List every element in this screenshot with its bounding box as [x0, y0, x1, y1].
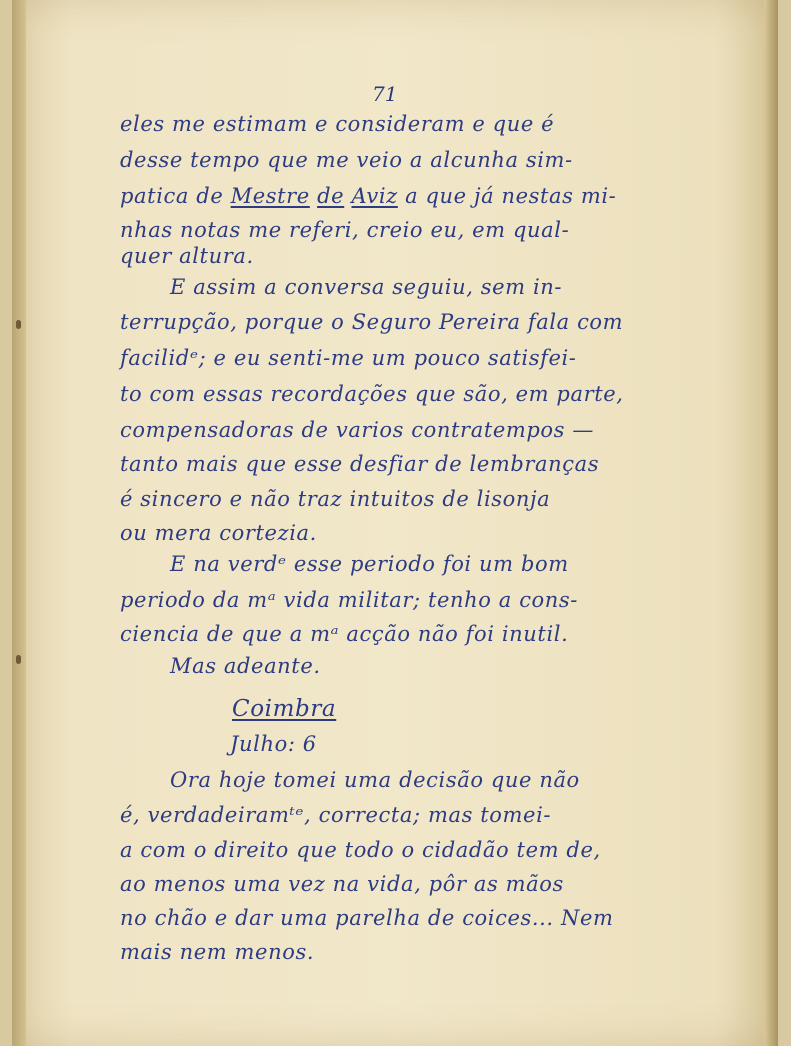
page-number: 71 [372, 82, 398, 106]
text-line: Ora hoje tomei uma decisão que não [170, 768, 580, 792]
text-line: eles me estimam e consideram e que é [120, 112, 555, 136]
page-right-edge [764, 0, 778, 1046]
text-line: ao menos uma vez na vida, pôr as mãos [120, 872, 564, 896]
binding-hole [16, 320, 21, 329]
underlined-word: Aviz [351, 184, 398, 208]
text-line: mais nem menos. [120, 940, 315, 964]
section-heading: Coimbra [232, 696, 337, 722]
text-line: ciencia de que a mᵃ acção não foi inutil. [120, 622, 569, 646]
text-line: periodo da mᵃ vida militar; tenho a cons- [120, 588, 579, 612]
text-line: E assim a conversa seguiu, sem in- [170, 275, 563, 299]
underlined-word: Mestre [230, 184, 310, 208]
text-line: desse tempo que me veio a alcunha sim- [120, 148, 573, 172]
manuscript-page [12, 0, 778, 1046]
underlined-word: de [317, 184, 345, 208]
text-fragment: patica de [120, 184, 231, 208]
text-line: compensadoras de varios contratempos — [120, 418, 594, 442]
text-line: no chão e dar uma parelha de coices... Nem [120, 906, 614, 930]
text-line: terrupção, porque o Seguro Pereira fala com [120, 310, 624, 334]
text-line: nhas notas me referi, creio eu, em qual- [120, 218, 570, 242]
text-line [120, 184, 616, 208]
text-line: ou mera cortezia. [120, 521, 317, 545]
text-line: E na verdᵉ esse periodo foi um bom [170, 552, 569, 576]
text-line: facilidᵉ; e eu senti-me um pouco satisfei- [120, 346, 577, 370]
text-fragment: a que já nestas mi- [397, 184, 617, 208]
text-line: é, verdadeiramᵗᵉ, correcta; mas tomei- [120, 803, 552, 827]
text-line: to com essas recordações que são, em parte, [120, 382, 624, 406]
text-line: é sincero e não traz intuitos de lisonja [120, 487, 551, 511]
text-line: a com o direito que todo o cidadão tem de, [120, 838, 601, 862]
page-binding-edge [12, 0, 26, 1046]
text-line: tanto mais que esse desfiar de lembranças [120, 452, 600, 476]
date-line: Julho: 6 [230, 732, 317, 756]
text-line: quer altura. [120, 244, 254, 268]
binding-hole [16, 655, 21, 664]
text-line: Mas adeante. [170, 654, 321, 678]
